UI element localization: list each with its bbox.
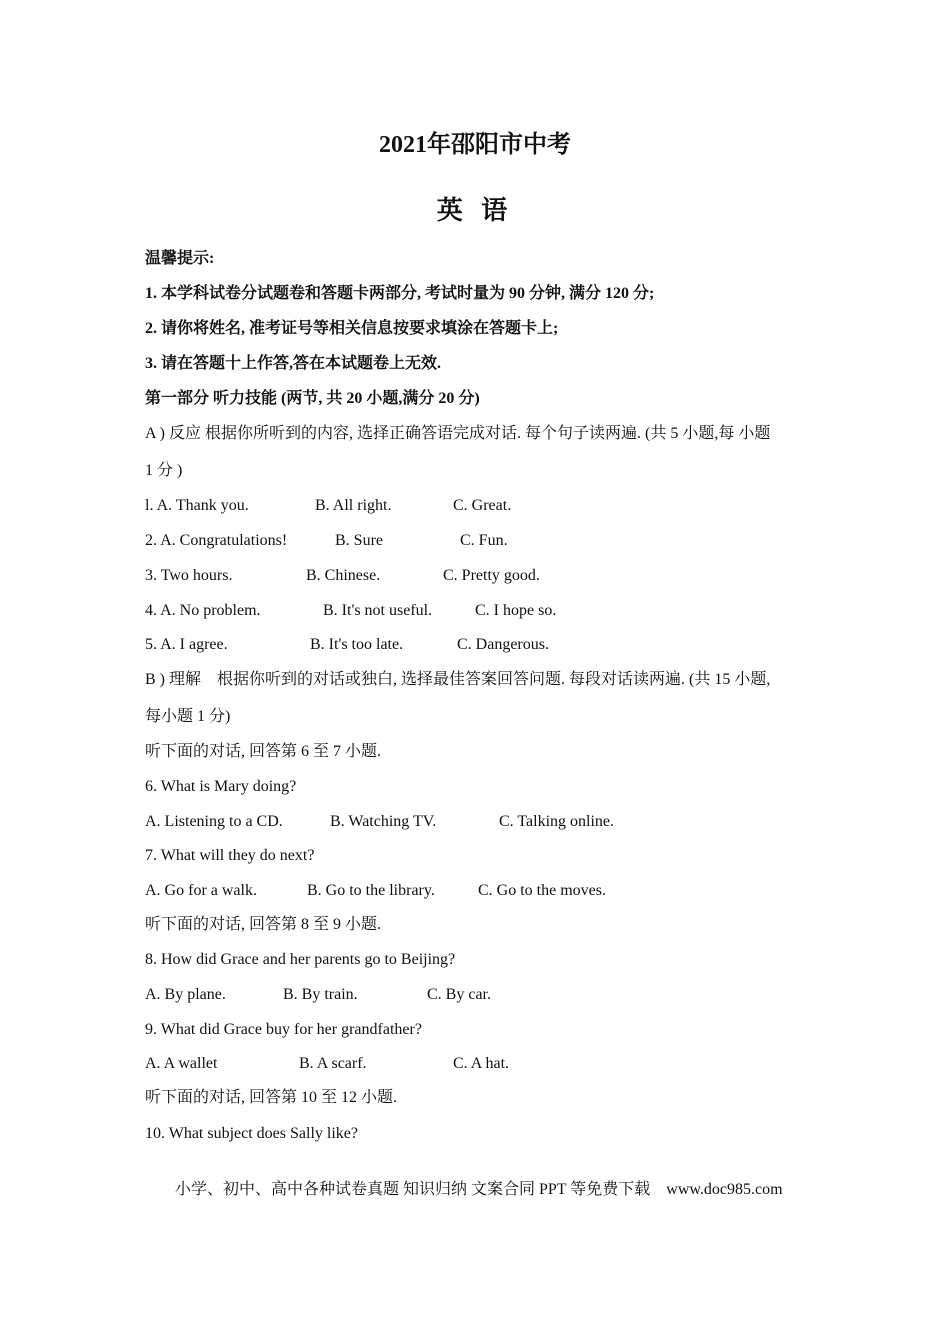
question-6: 6. What is Mary doing? (145, 778, 297, 795)
option-a: 4. A. No problem. (145, 602, 261, 619)
option-b: B. It's too late. (310, 636, 404, 653)
tip-3: 3. 请在答题十上作答,答在本试题卷上无效. (145, 355, 442, 372)
listen-instruction-8-9: 听下面的对话, 回答第 8 至 9 小题. (145, 916, 382, 933)
page-title: 2021年邵阳市中考 (379, 132, 571, 158)
option-b: B. Sure (335, 532, 383, 549)
listen-instruction-6-7: 听下面的对话, 回答第 6 至 7 小题. (145, 743, 382, 760)
option-a: A. Listening to a CD. (145, 813, 283, 830)
option-c: C. Great. (453, 497, 512, 514)
question-9: 9. What did Grace buy for her grandfather? (145, 1021, 422, 1038)
option-a: 2. A. Congratulations! (145, 532, 288, 549)
question-8: 8. How did Grace and her parents go to Beijing? (145, 951, 456, 968)
option-b: B. All right. (315, 497, 392, 514)
option-c: C. By car. (427, 986, 491, 1003)
option-c: C. I hope so. (475, 602, 557, 619)
listen-instruction-10-12: 听下面的对话, 回答第 10 至 12 小题. (145, 1089, 398, 1106)
subject-title: 英 语 (436, 196, 514, 225)
part1-heading: 第一部分 听力技能 (两节, 共 20 小题,满分 20 分) (145, 390, 480, 407)
option-c: C. Fun. (460, 532, 508, 549)
option-c: C. Dangerous. (457, 636, 549, 653)
option-a: A. A wallet (145, 1055, 218, 1072)
option-b: B. By train. (283, 986, 358, 1003)
section-a-instructions-cont: 1 分 ) (145, 462, 183, 479)
section-b-instructions: B ) 理解 根据你听到的对话或独白, 选择最佳答案回答问题. 每段对话读两遍. (共 15 小题, (145, 671, 771, 688)
option-b: B. It's not useful. (323, 602, 433, 619)
tip-2: 2. 请你将姓名, 准考证号等相关信息按要求填涂在答题卡上; (145, 320, 559, 337)
option-c: C. Pretty good. (443, 567, 540, 584)
option-a: l. A. Thank you. (145, 497, 249, 514)
tips-heading: 温馨提示: (145, 250, 215, 267)
option-c: C. A hat. (453, 1055, 510, 1072)
option-b: B. Go to the library. (307, 882, 435, 899)
option-a: 3. Two hours. (145, 567, 233, 584)
option-c: C. Go to the moves. (478, 882, 606, 899)
question-10: 10. What subject does Sally like? (145, 1125, 358, 1142)
option-a: A. Go for a walk. (145, 882, 257, 899)
option-b: B. A scarf. (299, 1055, 367, 1072)
question-7: 7. What will they do next? (145, 847, 315, 864)
option-b: B. Watching TV. (330, 813, 437, 830)
section-a-instructions: A ) 反应 根据你所听到的内容, 选择正确答语完成对话. 每个句子读两遍. (共 5 小题,每 小题 (145, 425, 771, 442)
option-c: C. Talking online. (499, 813, 615, 830)
section-b-instructions-cont: 每小题 1 分) (145, 708, 231, 725)
option-a: A. By plane. (145, 986, 226, 1003)
footer-text: 小学、初中、高中各种试卷真题 知识归纳 文案合同 PPT 等免费下载 www.doc985.com (175, 1181, 783, 1198)
option-a: 5. A. I agree. (145, 636, 228, 653)
option-b: B. Chinese. (306, 567, 381, 584)
tip-1: 1. 本学科试卷分试题卷和答题卡两部分, 考试时量为 90 分钟, 满分 120 分; (145, 285, 655, 302)
